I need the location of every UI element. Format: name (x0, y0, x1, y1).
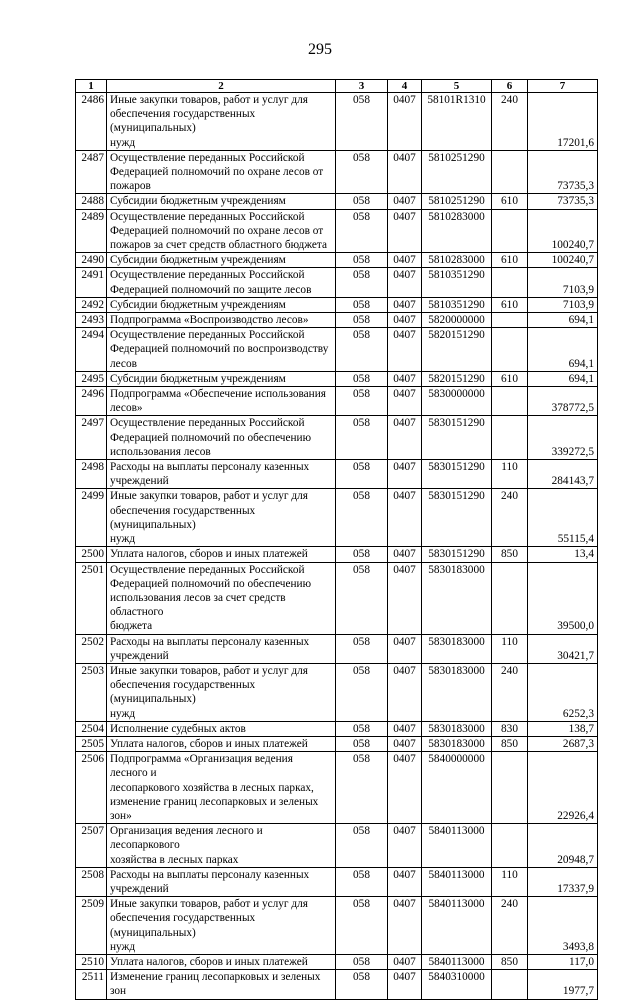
expense-name: Осуществление переданных Российской Федерацией полномочий по обеспечению использования лесов (107, 416, 336, 460)
col-header-5: 5 (422, 80, 492, 93)
expense-type-code: 850 (492, 736, 528, 751)
target-item-code: 5840113000 (422, 897, 492, 955)
table-row (76, 416, 598, 460)
section-code: 0407 (388, 663, 422, 721)
col-header-1: 1 (76, 80, 107, 93)
section-code: 0407 (388, 970, 422, 999)
amount: 6252,3 (528, 663, 598, 721)
table-row (76, 752, 598, 824)
table-row (76, 93, 598, 151)
section-code: 0407 (388, 867, 422, 896)
expense-type-code: 240 (492, 897, 528, 955)
expense-name: Уплата налогов, сборов и иных платежей (107, 954, 336, 969)
row-number: 2487 (76, 150, 107, 194)
table-row (76, 970, 598, 999)
col-header-7: 7 (528, 80, 598, 93)
table-row (76, 562, 598, 634)
section-code: 0407 (388, 313, 422, 328)
amount: 100240,7 (528, 253, 598, 268)
target-item-code: 5810351290 (422, 297, 492, 312)
department-code: 058 (336, 562, 388, 634)
row-number: 2505 (76, 736, 107, 751)
table-row (76, 547, 598, 562)
expense-name: Осуществление переданных Российской Федерацией полномочий по обеспечению использования лесов за счет средств областного бюджета (107, 562, 336, 634)
target-item-code: 5830000000 (422, 387, 492, 416)
expense-type-code: 110 (492, 460, 528, 489)
expense-name: Исполнение судебных актов (107, 721, 336, 736)
amount: 73735,3 (528, 194, 598, 209)
expense-name: Расходы на выплаты персоналу казенных учреждений (107, 867, 336, 896)
department-code: 058 (336, 824, 388, 868)
target-item-code: 5840000000 (422, 752, 492, 824)
row-number: 2508 (76, 867, 107, 896)
target-item-code: 5840310000 (422, 970, 492, 999)
expense-type-code: 240 (492, 93, 528, 151)
table-row (76, 253, 598, 268)
row-number: 2511 (76, 970, 107, 999)
col-header-2: 2 (107, 80, 336, 93)
department-code: 058 (336, 489, 388, 547)
department-code: 058 (336, 328, 388, 372)
department-code: 058 (336, 897, 388, 955)
row-number: 2491 (76, 268, 107, 297)
expense-type-code (492, 328, 528, 372)
expense-type-code (492, 209, 528, 253)
expense-type-code: 610 (492, 194, 528, 209)
amount: 7103,9 (528, 297, 598, 312)
row-number: 2501 (76, 562, 107, 634)
row-number: 2488 (76, 194, 107, 209)
row-number: 2507 (76, 824, 107, 868)
amount: 117,0 (528, 954, 598, 969)
department-code: 058 (336, 209, 388, 253)
department-code: 058 (336, 387, 388, 416)
expense-name: Субсидии бюджетным учреждениям (107, 371, 336, 386)
target-item-code: 58101R1310 (422, 93, 492, 151)
expense-name: Уплата налогов, сборов и иных платежей (107, 547, 336, 562)
expense-name: Осуществление переданных Российской Федерацией полномочий по воспроизводству лесов (107, 328, 336, 372)
amount: 7103,9 (528, 268, 598, 297)
target-item-code: 5830183000 (422, 736, 492, 751)
expense-name: Уплата налогов, сборов и иных платежей (107, 736, 336, 751)
amount: 73735,3 (528, 150, 598, 194)
expense-type-code (492, 268, 528, 297)
amount: 13,4 (528, 547, 598, 562)
table-row (76, 313, 598, 328)
section-code: 0407 (388, 489, 422, 547)
expense-name: Подпрограмма «Организация ведения лесного и лесопаркового хозяйства в лесных парках, изменение границ лесопарковых и зеленых зон» (107, 752, 336, 824)
department-code: 058 (336, 371, 388, 386)
section-code: 0407 (388, 460, 422, 489)
target-item-code: 5830183000 (422, 634, 492, 663)
table-row (76, 150, 598, 194)
row-number: 2510 (76, 954, 107, 969)
expense-name: Осуществление переданных Российской Федерацией полномочий по охране лесов от пожаров за счет средств областного бюджета (107, 209, 336, 253)
amount: 100240,7 (528, 209, 598, 253)
target-item-code: 5820151290 (422, 328, 492, 372)
amount: 378772,5 (528, 387, 598, 416)
table-row (76, 824, 598, 868)
header-row (76, 80, 598, 93)
target-item-code: 5830183000 (422, 562, 492, 634)
department-code: 058 (336, 721, 388, 736)
expense-type-code: 610 (492, 253, 528, 268)
department-code: 058 (336, 194, 388, 209)
expense-name: Организация ведения лесного и лесопаркового хозяйства в лесных парках (107, 824, 336, 868)
row-number: 2493 (76, 313, 107, 328)
target-item-code: 5810251290 (422, 194, 492, 209)
section-code: 0407 (388, 209, 422, 253)
row-number: 2509 (76, 897, 107, 955)
section-code: 0407 (388, 253, 422, 268)
amount: 138,7 (528, 721, 598, 736)
expense-name: Иные закупки товаров, работ и услуг для обеспечения государственных (муниципальных) нужд (107, 897, 336, 955)
expense-type-code (492, 387, 528, 416)
row-number: 2498 (76, 460, 107, 489)
department-code: 058 (336, 752, 388, 824)
expense-name: Иные закупки товаров, работ и услуг для обеспечения государственных (муниципальных) нужд (107, 663, 336, 721)
amount: 1977,7 (528, 970, 598, 999)
expense-type-code (492, 150, 528, 194)
section-code: 0407 (388, 387, 422, 416)
target-item-code: 5810351290 (422, 268, 492, 297)
table-row (76, 371, 598, 386)
expense-name: Субсидии бюджетным учреждениям (107, 297, 336, 312)
amount: 55115,4 (528, 489, 598, 547)
expense-type-code (492, 562, 528, 634)
department-code: 058 (336, 736, 388, 751)
section-code: 0407 (388, 897, 422, 955)
col-header-4: 4 (388, 80, 422, 93)
row-number: 2506 (76, 752, 107, 824)
row-number: 2502 (76, 634, 107, 663)
section-code: 0407 (388, 721, 422, 736)
expense-type-code: 830 (492, 721, 528, 736)
table-row (76, 634, 598, 663)
department-code: 058 (336, 634, 388, 663)
target-item-code: 5840113000 (422, 954, 492, 969)
row-number: 2486 (76, 93, 107, 151)
expense-name: Субсидии бюджетным учреждениям (107, 194, 336, 209)
expense-name: Осуществление переданных Российской Федерацией полномочий по охране лесов от пожаров (107, 150, 336, 194)
amount: 694,1 (528, 371, 598, 386)
target-item-code: 5840113000 (422, 867, 492, 896)
section-code: 0407 (388, 328, 422, 372)
expense-type-code (492, 824, 528, 868)
expense-name: Подпрограмма «Обеспечение использования лесов» (107, 387, 336, 416)
department-code: 058 (336, 867, 388, 896)
section-code: 0407 (388, 824, 422, 868)
amount: 20948,7 (528, 824, 598, 868)
section-code: 0407 (388, 268, 422, 297)
amount: 694,1 (528, 328, 598, 372)
row-number: 2500 (76, 547, 107, 562)
target-item-code: 5810283000 (422, 253, 492, 268)
amount: 2687,3 (528, 736, 598, 751)
col-header-6: 6 (492, 80, 528, 93)
table-row (76, 387, 598, 416)
department-code: 058 (336, 93, 388, 151)
department-code: 058 (336, 547, 388, 562)
expense-type-code: 610 (492, 297, 528, 312)
expense-type-code: 610 (492, 371, 528, 386)
target-item-code: 5830183000 (422, 663, 492, 721)
row-number: 2499 (76, 489, 107, 547)
amount: 284143,7 (528, 460, 598, 489)
section-code: 0407 (388, 194, 422, 209)
table-row (76, 867, 598, 896)
table-row (76, 663, 598, 721)
table-row (76, 897, 598, 955)
table-row (76, 297, 598, 312)
department-code: 058 (336, 954, 388, 969)
row-number: 2494 (76, 328, 107, 372)
amount: 17201,6 (528, 93, 598, 151)
department-code: 058 (336, 970, 388, 999)
section-code: 0407 (388, 634, 422, 663)
section-code: 0407 (388, 150, 422, 194)
department-code: 058 (336, 313, 388, 328)
amount: 30421,7 (528, 634, 598, 663)
expense-type-code: 110 (492, 634, 528, 663)
table-row (76, 721, 598, 736)
page-number: 295 (308, 41, 332, 58)
section-code: 0407 (388, 297, 422, 312)
expense-name: Иные закупки товаров, работ и услуг для обеспечения государственных (муниципальных) нужд (107, 489, 336, 547)
target-item-code: 5810251290 (422, 150, 492, 194)
amount: 694,1 (528, 313, 598, 328)
expense-type-code (492, 416, 528, 460)
target-item-code: 5830151290 (422, 547, 492, 562)
expense-type-code: 110 (492, 867, 528, 896)
department-code: 058 (336, 150, 388, 194)
section-code: 0407 (388, 562, 422, 634)
target-item-code: 5830151290 (422, 489, 492, 547)
expense-name: Иные закупки товаров, работ и услуг для обеспечения государственных (муниципальных) нужд (107, 93, 336, 151)
row-number: 2503 (76, 663, 107, 721)
target-item-code: 5830183000 (422, 721, 492, 736)
target-item-code: 5820000000 (422, 313, 492, 328)
department-code: 058 (336, 268, 388, 297)
row-number: 2492 (76, 297, 107, 312)
section-code: 0407 (388, 547, 422, 562)
target-item-code: 5830151290 (422, 416, 492, 460)
target-item-code: 5840113000 (422, 824, 492, 868)
target-item-code: 5830151290 (422, 460, 492, 489)
expense-type-code (492, 313, 528, 328)
target-item-code: 5820151290 (422, 371, 492, 386)
table-row (76, 736, 598, 751)
section-code: 0407 (388, 736, 422, 751)
row-number: 2489 (76, 209, 107, 253)
table-row (76, 268, 598, 297)
expense-name: Подпрограмма «Воспроизводство лесов» (107, 313, 336, 328)
expense-name: Субсидии бюджетным учреждениям (107, 253, 336, 268)
table-row (76, 328, 598, 372)
row-number: 2490 (76, 253, 107, 268)
amount: 39500,0 (528, 562, 598, 634)
table-row (76, 209, 598, 253)
amount: 3493,8 (528, 897, 598, 955)
department-code: 058 (336, 297, 388, 312)
expense-name: Изменение границ лесопарковых и зеленых зон (107, 970, 336, 999)
expense-type-code: 240 (492, 663, 528, 721)
expense-type-code (492, 970, 528, 999)
department-code: 058 (336, 460, 388, 489)
section-code: 0407 (388, 371, 422, 386)
table-row (76, 954, 598, 969)
row-number: 2497 (76, 416, 107, 460)
amount: 339272,5 (528, 416, 598, 460)
department-code: 058 (336, 663, 388, 721)
expense-type-code: 850 (492, 547, 528, 562)
target-item-code: 5810283000 (422, 209, 492, 253)
expense-type-code (492, 752, 528, 824)
section-code: 0407 (388, 416, 422, 460)
table-body (76, 93, 598, 1000)
expense-name: Расходы на выплаты персоналу казенных учреждений (107, 634, 336, 663)
amount: 17337,9 (528, 867, 598, 896)
row-number: 2495 (76, 371, 107, 386)
row-number: 2504 (76, 721, 107, 736)
department-code: 058 (336, 416, 388, 460)
amount: 22926,4 (528, 752, 598, 824)
expense-name: Осуществление переданных Российской Федерацией полномочий по защите лесов (107, 268, 336, 297)
budget-table (75, 79, 598, 1000)
table-row (76, 194, 598, 209)
table-row (76, 460, 598, 489)
col-header-3: 3 (336, 80, 388, 93)
section-code: 0407 (388, 752, 422, 824)
expense-name: Расходы на выплаты персоналу казенных учреждений (107, 460, 336, 489)
section-code: 0407 (388, 954, 422, 969)
row-number: 2496 (76, 387, 107, 416)
table-row (76, 489, 598, 547)
expense-type-code: 850 (492, 954, 528, 969)
department-code: 058 (336, 253, 388, 268)
section-code: 0407 (388, 93, 422, 151)
expense-type-code: 240 (492, 489, 528, 547)
